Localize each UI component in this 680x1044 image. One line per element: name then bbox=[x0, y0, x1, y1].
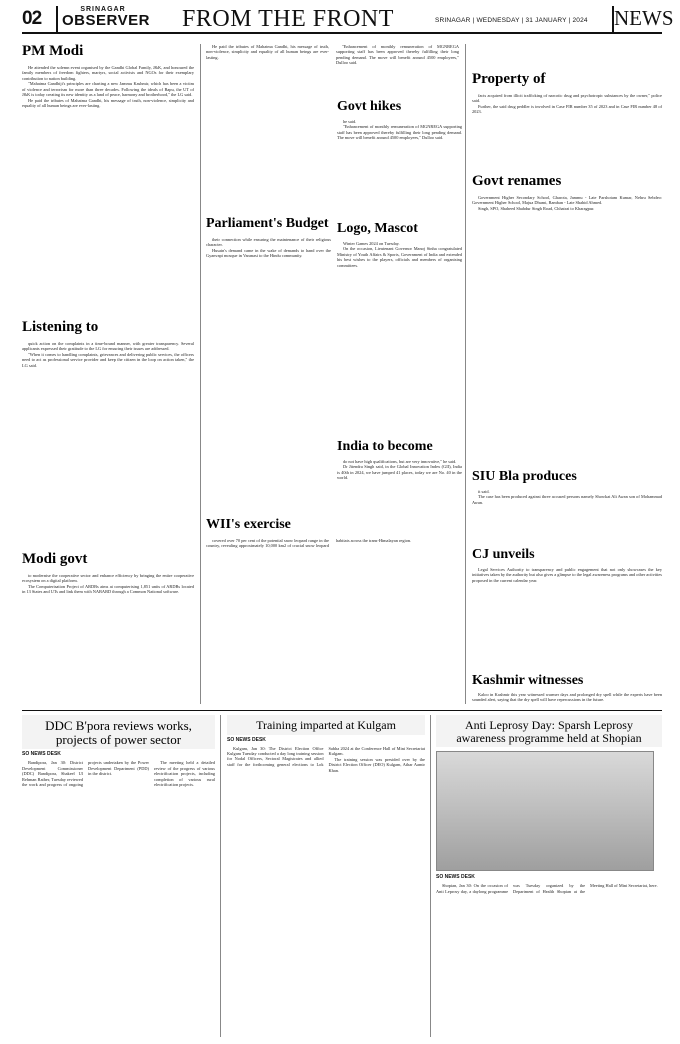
byline: SO NEWS DESK bbox=[22, 751, 61, 758]
article-body bbox=[337, 241, 462, 268]
brand-name: OBSERVER bbox=[62, 12, 150, 29]
article-pm-modi[interactable] bbox=[22, 44, 194, 294]
article-body bbox=[436, 883, 662, 894]
article-body bbox=[472, 195, 662, 212]
brand-logo bbox=[56, 6, 150, 32]
headline: Training imparted at Kulgam bbox=[256, 718, 396, 732]
column-rule bbox=[465, 44, 466, 704]
article-body bbox=[472, 567, 662, 583]
page-number: 02 bbox=[22, 8, 42, 29]
paragraph: The meeting held a detailed review of the progress of various electrification projects, including completion of various rural electrification projects. bbox=[154, 760, 215, 787]
paragraph: do not have high qualifications, but are very innovative," he said. bbox=[343, 458, 457, 464]
paragraph: he said. bbox=[343, 118, 357, 124]
headline-box bbox=[227, 715, 425, 735]
byline: SO NEWS DESK bbox=[436, 874, 475, 881]
article-ddc-bandipora[interactable] bbox=[22, 715, 215, 1037]
brand-city: SRINAGAR bbox=[80, 6, 126, 13]
paragraph: "Enhancement of monthly remuneration of MGNREGA supporting staff has been approved thereby fulfilling their long pending demand. The move will benefit around 4500 employees," Dulloo said. bbox=[337, 124, 462, 141]
paragraph: He paid the tributes of Mahatma Gandhi, his message of truth, non-violence, simplicity and equality of all human beings are ever-lasting. bbox=[206, 44, 329, 60]
paragraph: Kulgam, Jan 30: The District Election Office Kulgam Tuesday conducted a day long training session for Nodal Officers, Sectoral Magistrates and allied staff for the forthcoming general elections to Lok Sabha 2024 at the Conference Hall of Mini Secretariat Kulgam. bbox=[227, 745, 425, 767]
article-body bbox=[22, 65, 194, 109]
headline: PM Modi bbox=[22, 44, 84, 59]
issue-date: SRINAGAR | WEDNESDAY | 31 JANUARY | 2024 bbox=[435, 17, 588, 24]
article-wii[interactable] bbox=[206, 518, 459, 703]
paragraph: Dr Jitendra Singh said, in the Global Innovation Index (GII), India is 40th in 2024, we have jumped 41 places, today we are No. 40 in the world. bbox=[337, 464, 462, 481]
paragraph: The case has been produced against three accused persons namely Showkat Ali Awan son of Mohammad Awan. bbox=[472, 494, 662, 505]
paragraph: it said. bbox=[478, 488, 490, 494]
headline: Listening to bbox=[22, 320, 99, 335]
headline: CJ unveils bbox=[472, 548, 535, 562]
news-photo bbox=[436, 751, 654, 871]
headline-box bbox=[22, 715, 215, 749]
paragraph: He attended the solemn event organised by the Gandhi Global Family, J&K, and honoured the family members of freedom fighters, martyrs, social activists and NGOs for their exemplary contribution to nation building. bbox=[22, 64, 194, 81]
article-body bbox=[22, 341, 194, 368]
article-body bbox=[337, 119, 462, 141]
article-body bbox=[206, 237, 331, 259]
paragraph: Bandipora, Jan 30: District Development Commissioner (DDC) Bandipora, Shakeel Ul Rehman Rather, Tuesday reviewed the work and progress of ongoing projects undertaken by the Power Development Department (PDD) in the district. bbox=[22, 760, 149, 787]
headline: Modi govt bbox=[22, 552, 88, 567]
article-india-become[interactable] bbox=[337, 440, 462, 510]
article-body bbox=[206, 538, 459, 549]
headline: Anti Leprosy Day: Sparsh Leprosy awareness programme held at Shopian bbox=[456, 718, 642, 745]
paragraph: On the occasion, Lieutenant Governor Manoj Sinha congratulated Ministry of Youth Affairs & Sports, Government of India and extended his best wishes to the players, officials and members of organising committees. bbox=[337, 246, 462, 268]
article-body bbox=[22, 573, 194, 595]
byline: SO NEWS DESK bbox=[227, 736, 266, 743]
article-body bbox=[472, 692, 662, 703]
paragraph: Shopian, Jan 30: On the occasion of Anti Leprosy day, a daylong programme was Tuesday organized by the Department of Health Shopian at the Meeting Hall of Mini Secretariat, here. bbox=[436, 883, 658, 894]
paragraph: Government Higher Secondary School, Gharota, Jammu - Late Parshotam Kumar, Nehru Sebdeo: Government Higher School, Majua Dhumi, Ramban - Late Shahid Ahmed. bbox=[472, 194, 662, 206]
paragraph: "When it comes to handling complaints, grievances and delivering public services, the officers need to act as professional service provider and keep the citizen in the loop on action taken," the LG said. bbox=[22, 351, 194, 368]
headline: Parliament's Budget bbox=[206, 217, 329, 231]
headline-box bbox=[436, 715, 662, 747]
article-govt-renames[interactable] bbox=[472, 174, 662, 464]
article-siu-bla[interactable] bbox=[472, 470, 662, 545]
paragraph: quick action on the complaints in a time-bound manner, with greater transparency. Several applicants expressed their gratitude to the LG for ensuring their issues are addressed. bbox=[22, 340, 194, 352]
paragraph: Legal Services Authority to transparency and public engagement that not only showcases the key initiatives taken by the authority but also gives a glimpse to the legal awareness programs and other activities proposed in the current calendar year. bbox=[472, 566, 662, 583]
article-kashmir-witnesses[interactable] bbox=[472, 674, 662, 708]
article-training-kulgam[interactable] bbox=[227, 715, 425, 1037]
section-tag: NEWS bbox=[614, 6, 674, 30]
headline: Property of bbox=[472, 72, 546, 87]
headline: Govt renames bbox=[472, 174, 562, 189]
headline: Kashmir witnesses bbox=[472, 674, 584, 688]
paragraph: Kaloo in Kashmir this year witnessed warmer days and prolonged dry spell while the experts have been sounded alert, saying that the dry spell will have repercussions in the future. bbox=[472, 691, 662, 703]
article-body bbox=[472, 93, 662, 115]
paragraph: The training session was presided over by the District Election Officer (DEO) Kulgam, Athar Aamir Khan. bbox=[328, 756, 425, 773]
column-rule bbox=[200, 44, 201, 704]
headline: WII's exercise bbox=[206, 518, 291, 532]
article-parliament[interactable] bbox=[206, 217, 331, 502]
article-property[interactable] bbox=[472, 72, 662, 172]
paragraph: Winter Games 2024 on Tuesday. bbox=[343, 240, 400, 246]
article-body bbox=[206, 44, 459, 66]
paragraph: to modernise the cooperative sector and enhance efficiency by bringing the entire cooperative ecosystem on a digital platform. bbox=[22, 572, 194, 584]
headline: DDC B'pora reviews works, projects of power sector bbox=[45, 718, 192, 747]
column-rule bbox=[430, 715, 431, 1037]
paragraph: covered over 70 per cent of the potential snow leopard range in the country, revealing approximately 10,000 km2 of crucial snow leopard habitats across the trans-Himalayan region. bbox=[206, 537, 412, 549]
headline: Logo, Mascot bbox=[337, 222, 418, 236]
article-body bbox=[472, 489, 662, 506]
paragraph: Further, the said drug peddler is involved in Case FIR number 35 of 2023 and in Case FIR number 48 of 2023. bbox=[472, 103, 662, 115]
paragraph: Husain's demand came in the wake of demands to hand over the Gyanvapi mosque in Varanasi to the Hindu community. bbox=[206, 247, 331, 259]
article-body bbox=[22, 760, 215, 787]
article-leprosy[interactable] bbox=[436, 715, 662, 1037]
headline: India to become bbox=[337, 440, 433, 454]
column-rule bbox=[220, 715, 221, 1037]
article-modi-govt[interactable] bbox=[22, 552, 194, 702]
article-body bbox=[337, 459, 462, 481]
article-govt-hikes[interactable] bbox=[337, 100, 462, 200]
paragraph: "Enhancement of monthly remuneration of MGNREGA supporting staff has been approved thereby fulfilling their long pending demand. The move will benefit around 4500 employees," Dulloo said. bbox=[336, 44, 459, 66]
article-listening[interactable] bbox=[22, 320, 194, 525]
headline: Govt hikes bbox=[337, 100, 402, 114]
paragraph: facts acquired from illicit trafficking of narcotic drug and psychotropic substances by the owner," police said. bbox=[472, 92, 662, 104]
masthead bbox=[22, 6, 674, 34]
paragraph: The Computerisation Project of ARDBs aims at computerising 1,851 units of ARDBs located in 13 States and UTs and link them with NABARD through a Common National software. bbox=[22, 583, 194, 595]
paragraph: He paid the tributes of Mahatma Gandhi, his message of truth, non-violence, simplicity and equality of all human beings are ever-lasting. bbox=[22, 97, 194, 109]
paragraph: Singh, SPO, Shaheed Shahdur Singh Road, Chhatrai to Kharagpur. bbox=[478, 205, 595, 211]
article-logo-mascot[interactable] bbox=[337, 222, 462, 412]
headline: SIU Bla produces bbox=[472, 470, 577, 484]
article-cj-unveils[interactable] bbox=[472, 548, 662, 676]
section-title: FROM THE FRONT bbox=[182, 6, 394, 32]
paragraph: "Mahatma Gandhiji's principles are charting a new Jammu Kashmir, which has been a victim of violence and terrorism for more than three decades. Following the ideals of Bapu, the UT of J&K is today creating its new identity as a land of peace, harmony and brotherhood," the LG said. bbox=[22, 81, 194, 98]
paragraph: their connection while ensuring the maintenance of their religious character. bbox=[206, 236, 331, 248]
bottom-band bbox=[22, 710, 662, 1040]
article-body bbox=[227, 746, 425, 773]
